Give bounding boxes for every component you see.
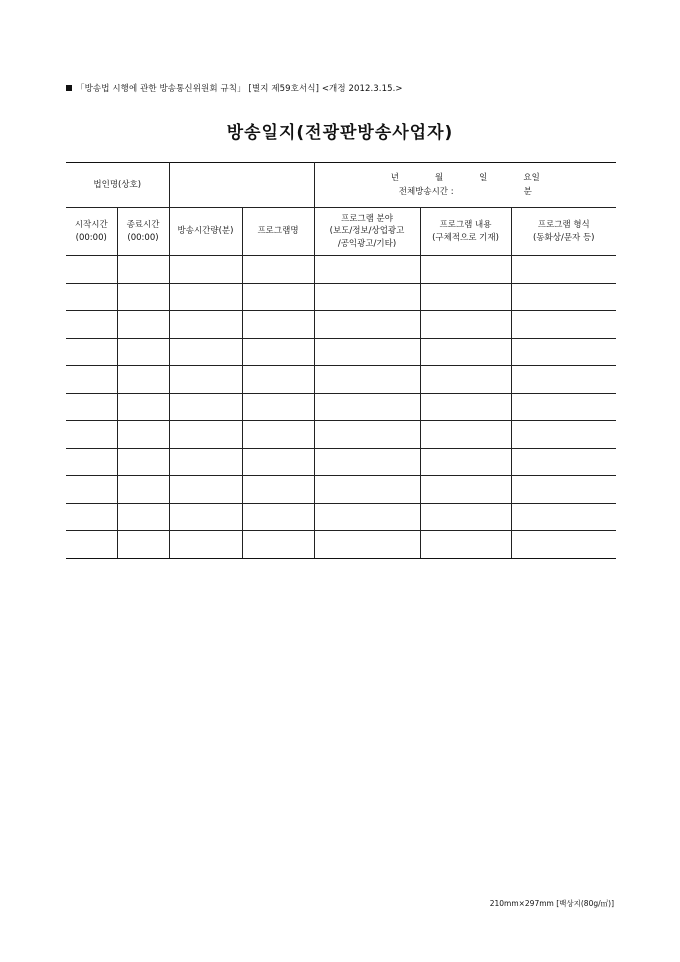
table-cell[interactable]: [314, 366, 420, 394]
table-cell[interactable]: [242, 476, 314, 504]
column-header-program-name: 프로그램명: [242, 208, 314, 256]
table-cell[interactable]: [242, 448, 314, 476]
table-row: [66, 448, 616, 476]
table-cell[interactable]: [420, 311, 511, 339]
table-cell[interactable]: [242, 366, 314, 394]
column-header-start-time: 시작시간 (00:00): [66, 208, 117, 256]
table-cell[interactable]: [169, 448, 242, 476]
column-header-program-category: 프로그램 분야 (보도/정보/상업광고 /공익광고/기타): [314, 208, 420, 256]
table-cell[interactable]: [511, 283, 616, 311]
table-cell[interactable]: [66, 448, 117, 476]
column-header-row: [66, 208, 616, 256]
table-row: [66, 366, 616, 394]
table-cell[interactable]: [314, 256, 420, 284]
table-cell[interactable]: [169, 421, 242, 449]
table-cell[interactable]: [169, 503, 242, 531]
table-cell[interactable]: [511, 476, 616, 504]
page-title: 방송일지(전광판방송사업자): [226, 123, 454, 143]
day-label: 일: [479, 173, 488, 183]
table-cell[interactable]: [420, 531, 511, 559]
table-cell[interactable]: [420, 393, 511, 421]
table-row: [66, 338, 616, 366]
total-time-line: [315, 186, 617, 198]
table-cell[interactable]: [420, 448, 511, 476]
table-cell[interactable]: [314, 421, 420, 449]
table-row: [66, 256, 616, 284]
form-reference-note: [66, 82, 403, 94]
table-cell[interactable]: [420, 421, 511, 449]
table-cell[interactable]: [511, 311, 616, 339]
table-cell[interactable]: [242, 283, 314, 311]
table-cell[interactable]: [314, 476, 420, 504]
table-cell[interactable]: [117, 448, 169, 476]
table-cell[interactable]: [511, 448, 616, 476]
table-cell[interactable]: [420, 256, 511, 284]
table-cell[interactable]: [242, 256, 314, 284]
table-cell[interactable]: [117, 311, 169, 339]
date-line: [315, 172, 617, 184]
column-header-end-time: 종료시간 (00:00): [117, 208, 169, 256]
table-cell[interactable]: [314, 393, 420, 421]
table-cell[interactable]: [242, 421, 314, 449]
form-reference-text: 「방송법 시행에 관한 방송통신위원회 규칙」 [별지 제59호서식] <개정 2012.3.15.>: [76, 84, 403, 94]
paper-size-note: 210mm×297mm [백상지(80g/㎡)]: [489, 899, 614, 908]
table-row: [66, 503, 616, 531]
square-bullet-icon: [66, 85, 72, 91]
table-cell[interactable]: [242, 338, 314, 366]
table-cell[interactable]: [314, 283, 420, 311]
table-row: [66, 476, 616, 504]
table-cell[interactable]: [314, 338, 420, 366]
year-label: 년: [390, 173, 399, 183]
table-cell[interactable]: [117, 338, 169, 366]
table-cell[interactable]: [242, 531, 314, 559]
table-cell[interactable]: [420, 283, 511, 311]
table-cell[interactable]: [117, 531, 169, 559]
company-name-label: 법인명(상호): [66, 163, 169, 208]
table-cell[interactable]: [117, 366, 169, 394]
table-row: [66, 421, 616, 449]
table-cell[interactable]: [66, 366, 117, 394]
weekday-label: 요일: [523, 173, 540, 183]
column-header-duration: 방송시간량(분): [169, 208, 242, 256]
table-cell[interactable]: [242, 311, 314, 339]
table-cell[interactable]: [117, 393, 169, 421]
table-cell[interactable]: [314, 531, 420, 559]
table-cell[interactable]: [511, 338, 616, 366]
company-name-field[interactable]: [169, 163, 314, 208]
table-cell[interactable]: [117, 503, 169, 531]
table-cell[interactable]: [169, 476, 242, 504]
column-header-program-format: 프로그램 형식 (동화상/문자 등): [511, 208, 616, 256]
table-cell[interactable]: [314, 503, 420, 531]
table-cell[interactable]: [511, 421, 616, 449]
table-cell[interactable]: [511, 256, 616, 284]
table-cell[interactable]: [117, 256, 169, 284]
table-cell[interactable]: [117, 283, 169, 311]
table-cell[interactable]: [169, 311, 242, 339]
table-cell[interactable]: [511, 393, 616, 421]
table-cell[interactable]: [169, 366, 242, 394]
table-row: [66, 311, 616, 339]
table-cell[interactable]: [420, 338, 511, 366]
table-cell[interactable]: [66, 256, 117, 284]
table-cell[interactable]: [169, 338, 242, 366]
table-cell[interactable]: [511, 531, 616, 559]
date-and-total-cell[interactable]: [314, 163, 616, 208]
table-row: [66, 531, 616, 559]
table-cell[interactable]: [66, 503, 117, 531]
table-cell[interactable]: [242, 503, 314, 531]
broadcast-log-table: [66, 162, 616, 559]
table-cell[interactable]: [169, 256, 242, 284]
table-cell[interactable]: [117, 421, 169, 449]
log-rows: [66, 256, 616, 559]
column-header-program-content: 프로그램 내용 (구체적으로 기재): [420, 208, 511, 256]
table-cell[interactable]: [511, 503, 616, 531]
table-cell[interactable]: [66, 393, 117, 421]
table-cell[interactable]: [169, 531, 242, 559]
table-cell[interactable]: [66, 476, 117, 504]
total-time-unit: 분: [523, 187, 532, 197]
table-cell[interactable]: [66, 421, 117, 449]
table-cell[interactable]: [420, 503, 511, 531]
total-time-label: 전체방송시간 :: [398, 187, 454, 197]
table-cell[interactable]: [66, 283, 117, 311]
table-cell[interactable]: [66, 338, 117, 366]
table-cell[interactable]: [420, 366, 511, 394]
table-cell[interactable]: [242, 393, 314, 421]
table-cell[interactable]: [169, 283, 242, 311]
table-row: [66, 283, 616, 311]
table-row: [66, 393, 616, 421]
table-cell[interactable]: [169, 393, 242, 421]
table-cell[interactable]: [420, 476, 511, 504]
month-label: 월: [434, 173, 444, 183]
table-cell[interactable]: [314, 311, 420, 339]
table-cell[interactable]: [117, 476, 169, 504]
table-cell[interactable]: [511, 366, 616, 394]
table-cell[interactable]: [66, 311, 117, 339]
table-cell[interactable]: [66, 531, 117, 559]
table-cell[interactable]: [314, 448, 420, 476]
